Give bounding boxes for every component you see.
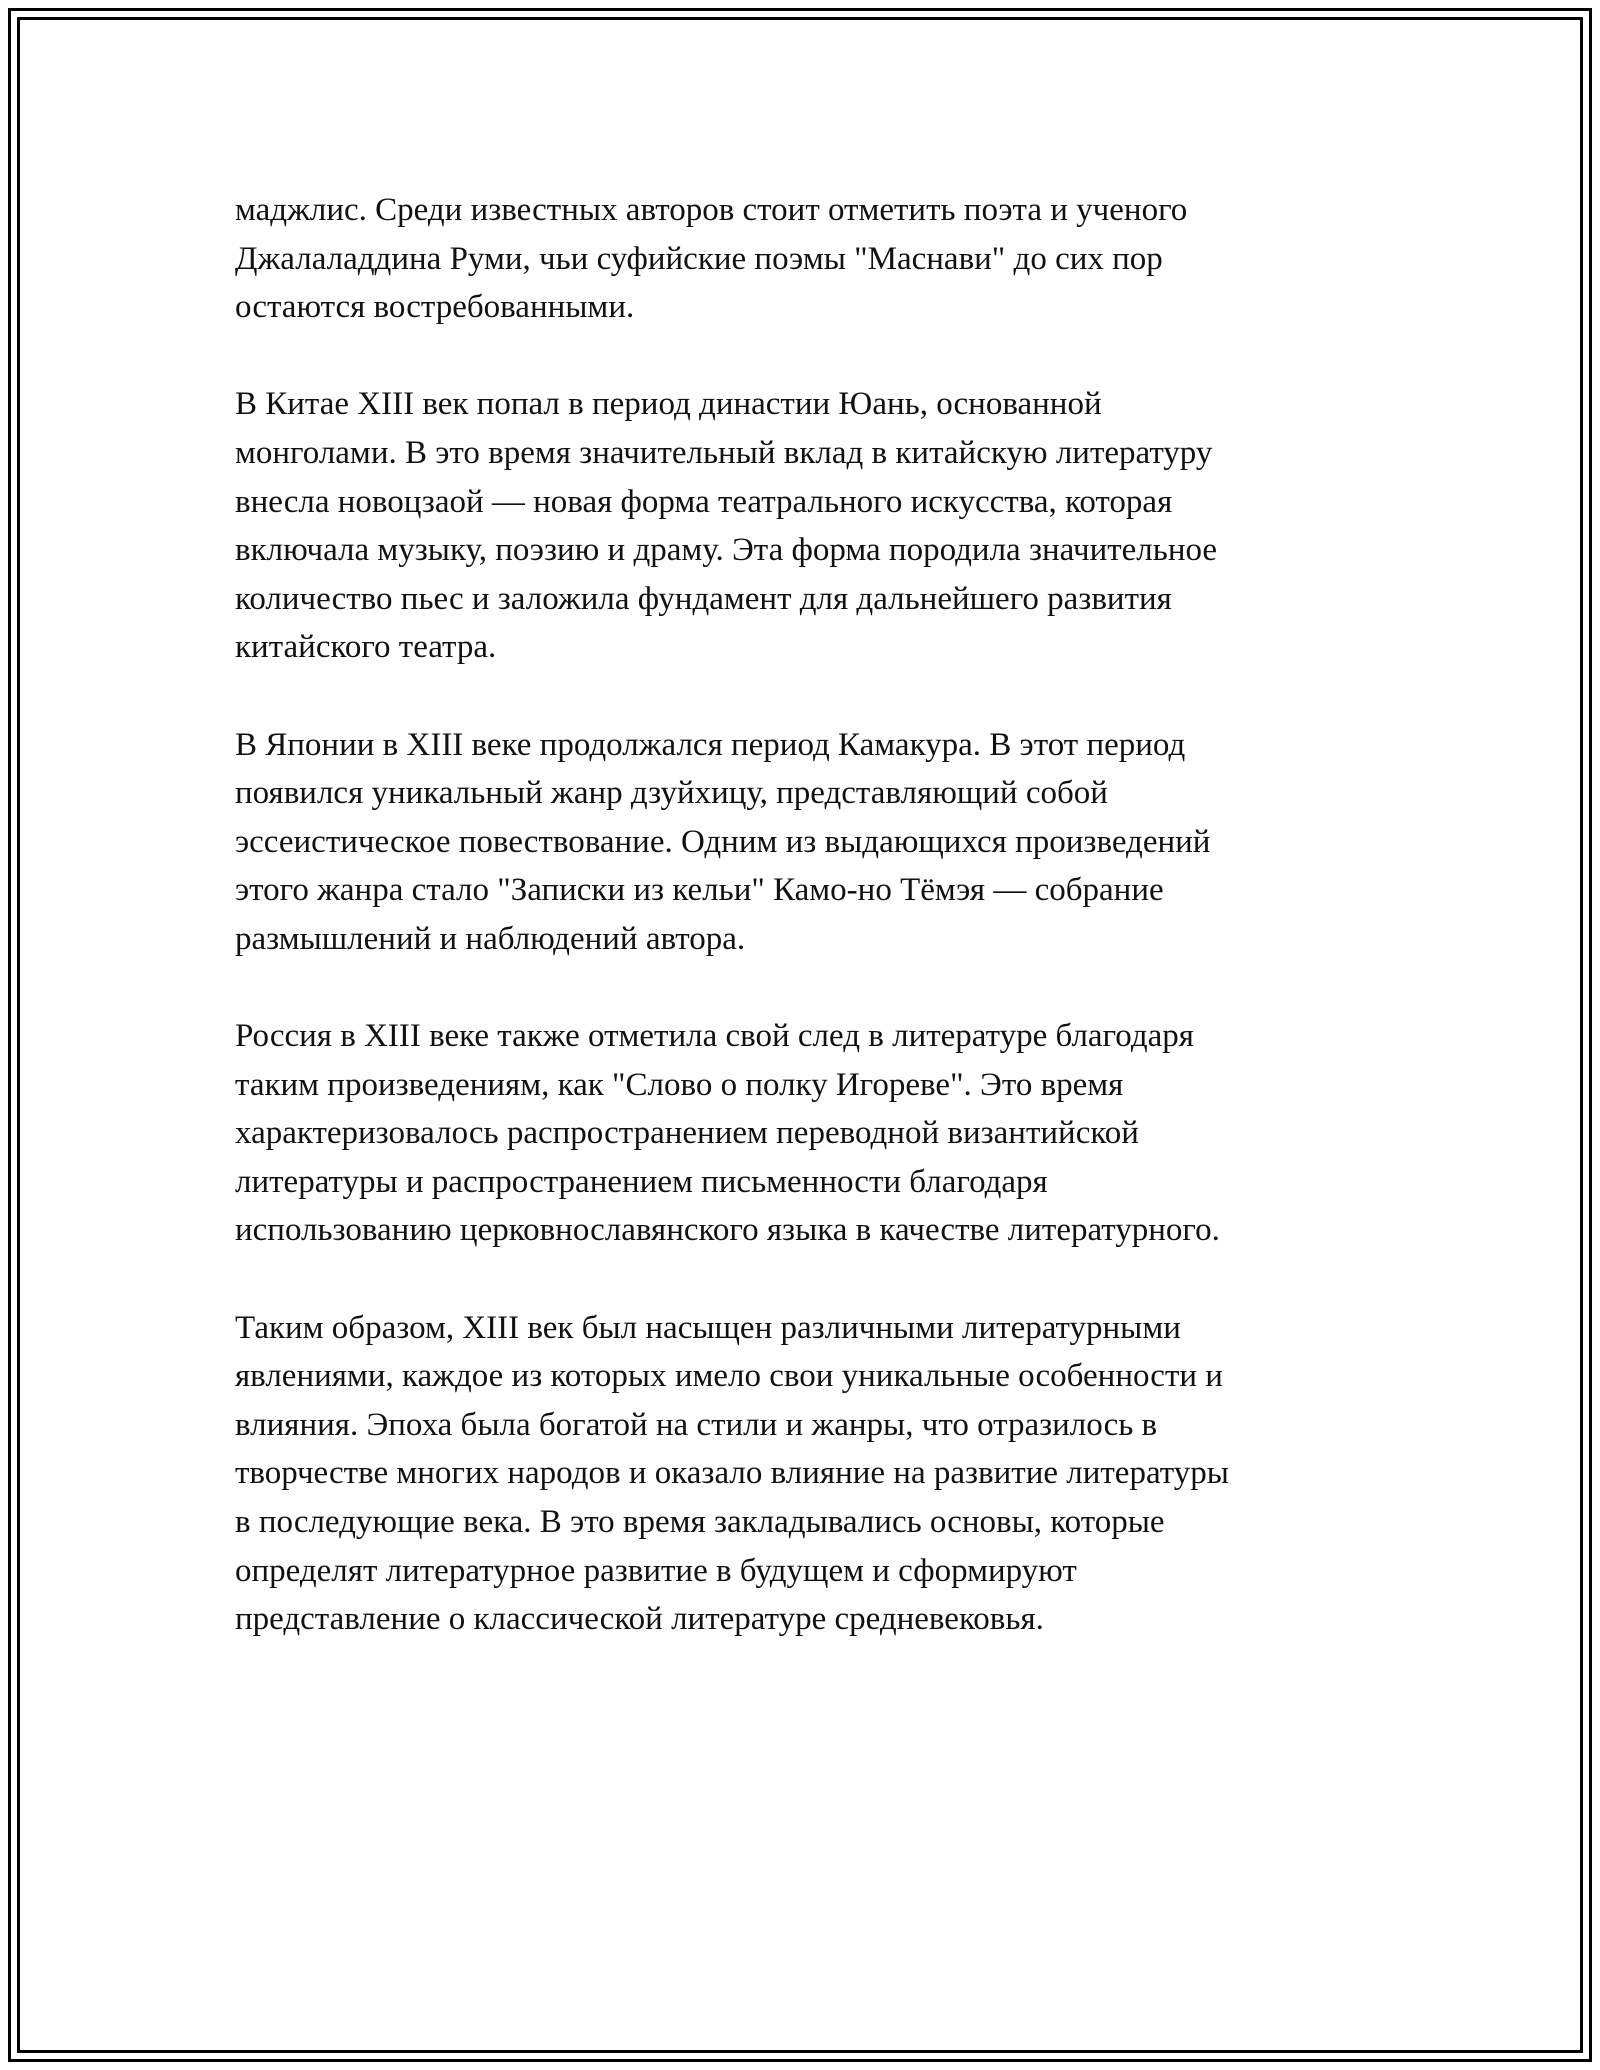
paragraph-china: В Китае XIII век попал в период династии Юань, основанной монголами. В это время значительный вклад в китайскую литературу внесла новоцзаой — новая форма театрального искусства, которая включала музыку, поэзию и драму. Эта форма породила значительное количество пьес и заложила фундамент для дальнейшего развития китайского театра. [235, 386, 1218, 666]
paragraph-russia: Россия в XIII веке также отметила свой след в литературе благодаря таким произведениям, как "Слово о полку Игореве". Это время характеризовалось распространением переводной византийской литературы и распространением письменности благодаря использованию церковнославянского языка в качестве литературного. [235, 1018, 1220, 1249]
paragraph-rumi: маджлис. Среди известных авторов стоит отметить поэта и ученого Джалаладдина Руми, чьи суфийские поэмы "Маснави" до сих пор остаются востребованными. [235, 192, 1188, 326]
paragraph-conclusion: Таким образом, XIII век был насыщен различными литературными явлениями, каждое из которых имело свои уникальные особенности и влияния. Эпоха была богатой на стили и жанры, что отразилось в творчестве многих народов и оказало влияние на развитие литературы в последующие века. В это время закладывались основы, которые определят литературное развитие в будущем и сформируют представление о классической литературе средневековья. [235, 1309, 1229, 1638]
document-body [235, 186, 1365, 1692]
paragraph-japan: В Японии в XIII веке продолжался период Камакура. В этот период появился уникальный жанр дзуйхицу, представляющий собой эссеистическое повествование. Одним из выдающихся произведений этого жанра стало "Записки из кельи" Камо-но Тёмэя — собрание размышлений и наблюдений автора. [235, 726, 1211, 957]
